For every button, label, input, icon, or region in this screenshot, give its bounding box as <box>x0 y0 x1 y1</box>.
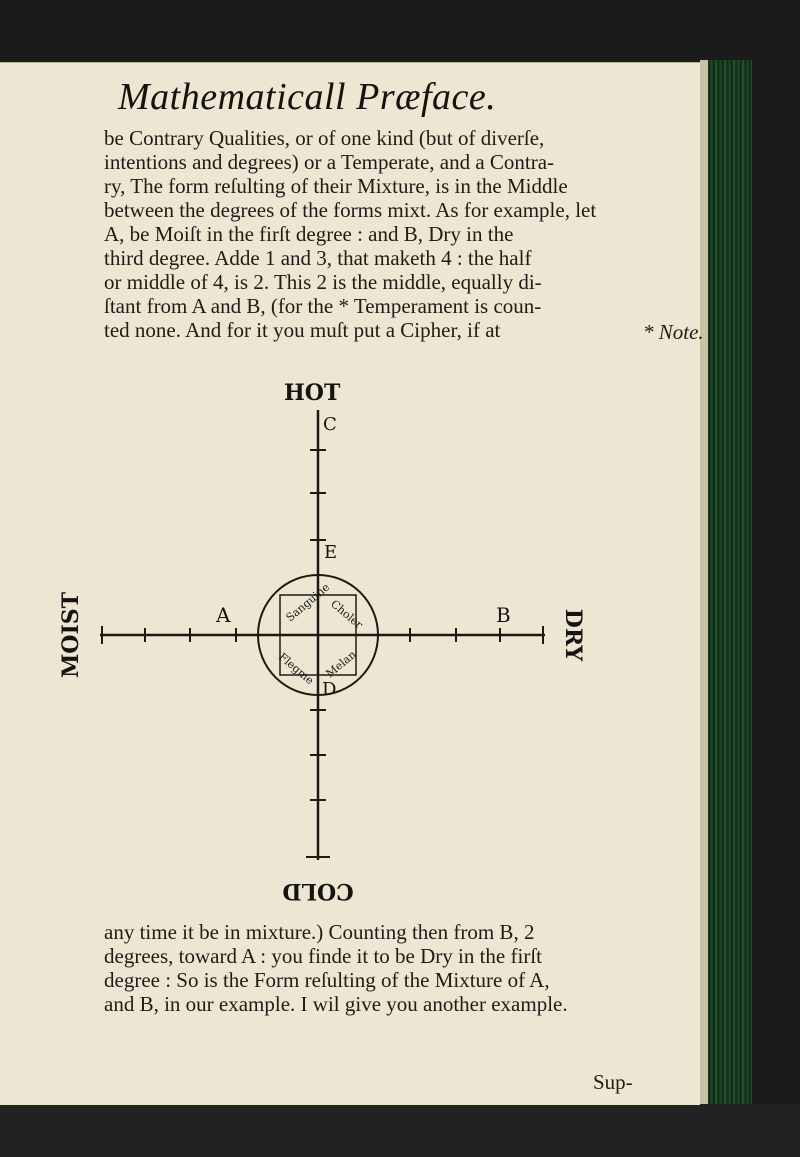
text-line: ſtant from A and B, (for the * Temperament is coun- <box>104 294 542 318</box>
text-line: intentions and degrees) or a Temperate, and a Contra- <box>104 150 555 174</box>
text-line: degree : So is the Form reſulting of the Mixture of A, <box>104 968 550 992</box>
text-line: and B, in our example. I wil give you another example. <box>104 992 568 1016</box>
text-line: or middle of 4, is 2. This 2 is the middle, equally di- <box>104 270 542 294</box>
text-line: A, be Moiſt in the firſt degree : and B, Dry in the <box>104 222 514 246</box>
quadrant-melan: Melan <box>323 647 359 681</box>
text-line: between the degrees of the forms mixt. As for example, let <box>104 198 597 222</box>
text-line: degrees, toward A : you finde it to be Dry in the firſt <box>104 944 542 968</box>
label-dry: DRY <box>560 608 586 662</box>
label-cold: COLD <box>282 878 354 904</box>
page-title: Mathematicall Præface. <box>118 76 497 118</box>
text-line: be Contrary Qualities, or of one kind (but of diverſe, <box>104 126 545 150</box>
bottom-margin <box>0 1104 800 1157</box>
text-line: ted none. And for it you muſt put a Cipher, if at <box>104 318 501 342</box>
margin-note: * Note. <box>643 320 704 344</box>
text-line: any time it be in mixture.) Counting then from B, 2 <box>104 920 535 944</box>
label-moist: MOIST <box>58 591 84 679</box>
catchword: Sup- <box>593 1070 633 1094</box>
point-b: B <box>496 603 511 627</box>
point-d: D <box>322 679 337 700</box>
point-e: E <box>324 542 338 563</box>
page-edge <box>700 60 708 1105</box>
quadrant-flegme: Flegme <box>276 650 317 688</box>
text-line: third degree. Adde 1 and 3, that maketh 4 : the half <box>104 246 532 270</box>
quadrant-sanguine: Sanguine <box>283 580 333 625</box>
label-hot: HOT <box>284 380 341 406</box>
point-a: A <box>216 603 231 627</box>
quadrant-choler: Choler <box>328 597 366 632</box>
text-line: ry, The form reſulting of their Mixture, is in the Middle <box>104 174 568 198</box>
qualities-diagram <box>0 360 700 920</box>
point-c: C <box>323 414 337 435</box>
